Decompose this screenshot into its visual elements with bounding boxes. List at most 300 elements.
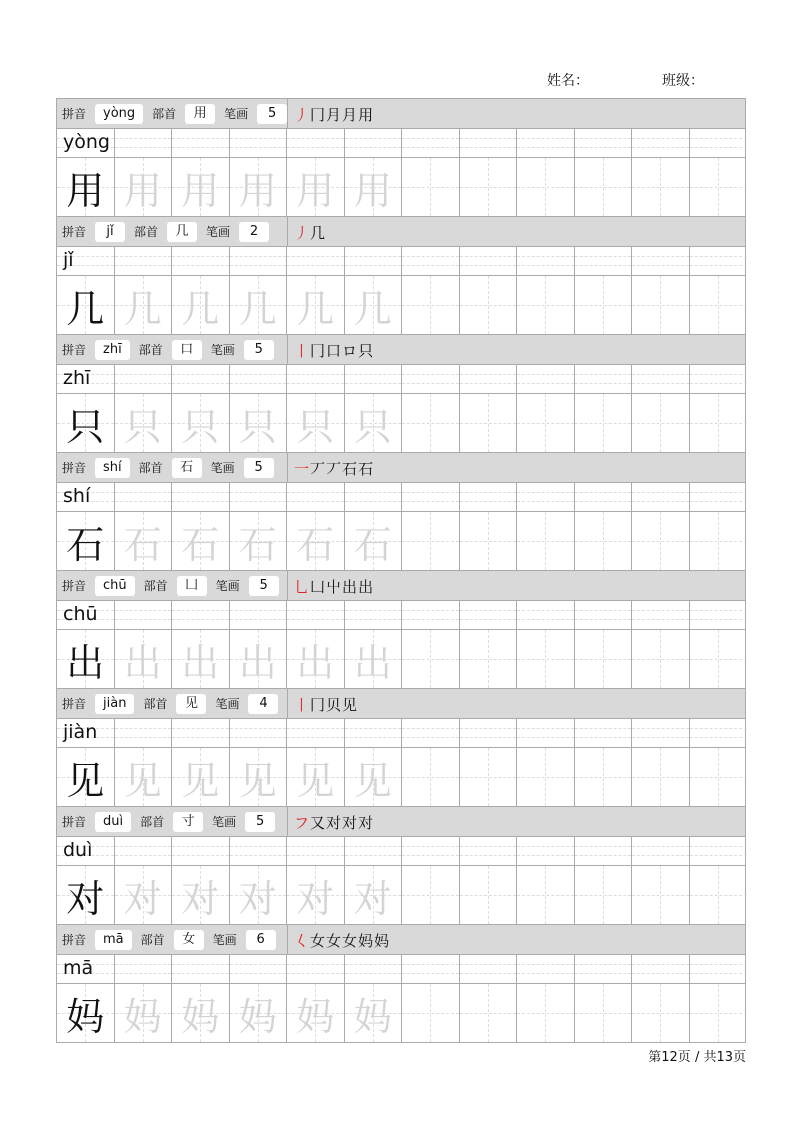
pinyin-cell[interactable]: [460, 483, 518, 511]
writing-cell[interactable]: [172, 394, 230, 452]
pinyin-cell[interactable]: [575, 837, 633, 865]
pinyin-cell[interactable]: [115, 247, 173, 275]
writing-cell[interactable]: [345, 512, 403, 570]
pinyin-cell[interactable]: [172, 129, 230, 157]
pinyin-label: 拼音: [62, 697, 87, 711]
pinyin-cell[interactable]: [172, 719, 230, 747]
writing-cell[interactable]: [632, 984, 690, 1042]
strokes-label: 笔画: [212, 815, 237, 829]
pinyin-cell[interactable]: [115, 719, 173, 747]
stroke-step: 丆: [310, 459, 326, 478]
pinyin-cell[interactable]: [632, 365, 690, 393]
pinyin-cell[interactable]: [517, 247, 575, 275]
writing-cell[interactable]: [57, 512, 115, 570]
pinyin-text: zhī: [63, 367, 91, 389]
character-row: [57, 276, 745, 335]
trace-character: 妈: [238, 994, 277, 1039]
stroke-step: 石: [358, 459, 374, 478]
writing-cell[interactable]: [460, 394, 518, 452]
pinyin-cell[interactable]: [575, 129, 633, 157]
pinyin-cell[interactable]: [517, 365, 575, 393]
writing-cell[interactable]: [345, 276, 403, 334]
trace-character: 只: [296, 404, 335, 449]
writing-cell[interactable]: [402, 394, 460, 452]
pinyin-text: shí: [63, 485, 91, 507]
pinyin-cell[interactable]: [575, 601, 633, 629]
pinyin-cell[interactable]: [57, 483, 115, 511]
stroke-step: 冂: [310, 341, 326, 360]
pinyin-cell[interactable]: [230, 719, 288, 747]
stroke-step: 妈: [374, 931, 390, 950]
radical-label: 部首: [143, 697, 168, 711]
pinyin-cell[interactable]: [632, 719, 690, 747]
pinyin-cell[interactable]: [345, 719, 403, 747]
pinyin-cell[interactable]: [575, 483, 633, 511]
pinyin-cell[interactable]: [287, 601, 345, 629]
pinyin-value: yòng: [95, 104, 143, 124]
trace-character: 出: [238, 640, 277, 685]
pinyin-cell[interactable]: [287, 129, 345, 157]
pinyin-cell[interactable]: [230, 483, 288, 511]
pinyin-cell[interactable]: [115, 955, 173, 983]
pinyin-cell[interactable]: [115, 483, 173, 511]
strokes-label: 笔画: [215, 579, 240, 593]
writing-cell[interactable]: [57, 276, 115, 334]
pinyin-cell[interactable]: [345, 955, 403, 983]
writing-cell[interactable]: [287, 630, 345, 688]
pinyin-cell[interactable]: [57, 365, 115, 393]
pinyin-cell[interactable]: [575, 955, 633, 983]
radical-label: 部首: [138, 343, 163, 357]
character-block: [57, 335, 745, 453]
stroke-step: 一: [294, 459, 310, 478]
stroke-step: 贝: [326, 695, 342, 714]
writing-cell[interactable]: [172, 512, 230, 570]
writing-cell[interactable]: [115, 866, 173, 924]
trace-character: 对: [123, 876, 162, 921]
writing-cell[interactable]: [690, 394, 748, 452]
pinyin-cell[interactable]: [460, 719, 518, 747]
writing-cell[interactable]: [57, 394, 115, 452]
writing-cell[interactable]: [287, 276, 345, 334]
pinyin-cell[interactable]: [287, 365, 345, 393]
writing-cell[interactable]: [402, 984, 460, 1042]
pinyin-cell[interactable]: [115, 365, 173, 393]
stroke-step: 出: [358, 577, 374, 596]
writing-cell[interactable]: [345, 866, 403, 924]
writing-cell[interactable]: [460, 158, 518, 216]
pinyin-cell[interactable]: [115, 601, 173, 629]
trace-character: 出: [296, 640, 335, 685]
stroke-step: 对: [342, 813, 358, 832]
writing-cell[interactable]: [172, 158, 230, 216]
model-character: 见: [66, 758, 105, 803]
info-bar: [57, 925, 745, 955]
pinyin-cell[interactable]: [345, 837, 403, 865]
pinyin-cell[interactable]: [57, 601, 115, 629]
writing-cell[interactable]: [287, 866, 345, 924]
trace-character: 见: [123, 758, 162, 803]
pinyin-row: [57, 719, 745, 748]
pinyin-cell[interactable]: [517, 955, 575, 983]
radical-label: 部首: [140, 933, 165, 947]
writing-cell[interactable]: [345, 748, 403, 806]
writing-cell[interactable]: [287, 748, 345, 806]
writing-cell[interactable]: [230, 394, 288, 452]
writing-cell[interactable]: [575, 512, 633, 570]
writing-cell[interactable]: [632, 394, 690, 452]
pinyin-cell[interactable]: [287, 483, 345, 511]
trace-character: 几: [238, 286, 277, 331]
pinyin-cell[interactable]: [345, 247, 403, 275]
stroke-step: 丆: [326, 459, 342, 478]
pinyin-cell[interactable]: [632, 837, 690, 865]
radical-value: 凵: [177, 576, 207, 596]
stroke-order: [287, 99, 374, 129]
pinyin-cell[interactable]: [402, 837, 460, 865]
writing-cell[interactable]: [172, 630, 230, 688]
writing-cell[interactable]: [345, 630, 403, 688]
stroke-step: 屮: [326, 577, 342, 596]
writing-cell[interactable]: [115, 630, 173, 688]
writing-cell[interactable]: [517, 158, 575, 216]
writing-cell[interactable]: [230, 158, 288, 216]
writing-cell[interactable]: [460, 630, 518, 688]
pinyin-cell[interactable]: [690, 601, 748, 629]
pinyin-cell[interactable]: [172, 601, 230, 629]
stroke-order: [287, 217, 326, 247]
stroke-step: 丨: [294, 341, 310, 360]
writing-cell[interactable]: [575, 394, 633, 452]
writing-cell[interactable]: [287, 158, 345, 216]
writing-cell[interactable]: [230, 748, 288, 806]
pinyin-cell[interactable]: [287, 955, 345, 983]
pinyin-cell[interactable]: [402, 483, 460, 511]
pinyin-value: shí: [95, 458, 130, 478]
pinyin-cell[interactable]: [575, 247, 633, 275]
pinyin-cell[interactable]: [402, 247, 460, 275]
stroke-count-value: 5: [244, 340, 274, 360]
writing-cell[interactable]: [632, 276, 690, 334]
pinyin-cell[interactable]: [287, 719, 345, 747]
pinyin-cell[interactable]: [172, 247, 230, 275]
writing-cell[interactable]: [690, 276, 748, 334]
pinyin-value: jiàn: [95, 694, 134, 714]
pinyin-label: 拼音: [62, 933, 87, 947]
pinyin-text: mā: [63, 957, 94, 979]
radical-value: 见: [176, 694, 206, 714]
writing-cell[interactable]: [690, 866, 748, 924]
writing-cell[interactable]: [287, 512, 345, 570]
radical-value: 口: [172, 340, 202, 360]
radical-value: 寸: [173, 812, 203, 832]
writing-cell[interactable]: [345, 394, 403, 452]
pinyin-cell[interactable]: [172, 365, 230, 393]
stroke-step: 出: [342, 577, 358, 596]
pinyin-cell[interactable]: [460, 365, 518, 393]
writing-cell[interactable]: [690, 984, 748, 1042]
writing-cell[interactable]: [230, 866, 288, 924]
pinyin-cell[interactable]: [115, 837, 173, 865]
writing-cell[interactable]: [402, 866, 460, 924]
pinyin-cell[interactable]: [402, 719, 460, 747]
pinyin-cell[interactable]: [517, 837, 575, 865]
practice-sheet: [56, 98, 746, 1043]
stroke-step: 又: [310, 813, 326, 832]
writing-cell[interactable]: [575, 276, 633, 334]
writing-cell[interactable]: [517, 276, 575, 334]
writing-cell[interactable]: [172, 748, 230, 806]
writing-cell[interactable]: [115, 748, 173, 806]
strokes-label: 笔画: [206, 225, 231, 239]
writing-cell[interactable]: [230, 630, 288, 688]
writing-cell[interactable]: [287, 984, 345, 1042]
pinyin-cell[interactable]: [172, 837, 230, 865]
radical-label: 部首: [152, 107, 177, 121]
writing-cell[interactable]: [575, 748, 633, 806]
stroke-step: 只: [358, 341, 374, 360]
pinyin-row: [57, 601, 745, 630]
pinyin-cell[interactable]: [345, 129, 403, 157]
pinyin-row: [57, 129, 745, 158]
pinyin-cell[interactable]: [345, 483, 403, 511]
writing-cell[interactable]: [57, 748, 115, 806]
pinyin-cell[interactable]: [230, 601, 288, 629]
stroke-step: 女: [310, 931, 326, 950]
pinyin-cell[interactable]: [287, 837, 345, 865]
writing-cell[interactable]: [460, 748, 518, 806]
writing-cell[interactable]: [57, 866, 115, 924]
trace-character: 出: [123, 640, 162, 685]
stroke-order: [287, 807, 374, 837]
trace-character: 石: [238, 522, 277, 567]
radical-label: 部首: [138, 461, 163, 475]
pinyin-cell[interactable]: [57, 719, 115, 747]
strokes-label: 笔画: [215, 697, 240, 711]
pinyin-cell[interactable]: [517, 601, 575, 629]
pinyin-value: mā: [95, 930, 132, 950]
writing-cell[interactable]: [517, 984, 575, 1042]
info-bar: [57, 807, 745, 837]
pinyin-cell[interactable]: [402, 601, 460, 629]
writing-cell[interactable]: [575, 866, 633, 924]
writing-cell[interactable]: [517, 512, 575, 570]
character-block: [57, 807, 745, 925]
stroke-step: 石: [342, 459, 358, 478]
pinyin-cell[interactable]: [460, 129, 518, 157]
writing-cell[interactable]: [115, 276, 173, 334]
character-row: [57, 866, 745, 925]
writing-cell[interactable]: [575, 630, 633, 688]
pinyin-cell[interactable]: [690, 365, 748, 393]
trace-character: 见: [296, 758, 335, 803]
pinyin-cell[interactable]: [632, 955, 690, 983]
stroke-step: 乚: [294, 577, 310, 596]
trace-character: 石: [181, 522, 220, 567]
trace-character: 几: [181, 286, 220, 331]
pinyin-cell[interactable]: [460, 247, 518, 275]
writing-cell[interactable]: [517, 748, 575, 806]
writing-cell[interactable]: [575, 984, 633, 1042]
stroke-order: [287, 571, 374, 601]
pinyin-cell[interactable]: [402, 365, 460, 393]
pinyin-value: jǐ: [95, 222, 125, 242]
pinyin-cell[interactable]: [345, 601, 403, 629]
writing-cell[interactable]: [632, 748, 690, 806]
info-bar: [57, 689, 745, 719]
trace-character: 用: [296, 168, 335, 213]
pinyin-cell[interactable]: [57, 247, 115, 275]
writing-cell[interactable]: [517, 394, 575, 452]
trace-character: 妈: [353, 994, 392, 1039]
stroke-step: 月: [326, 105, 342, 124]
stroke-count-value: 6: [246, 930, 276, 950]
pinyin-cell[interactable]: [690, 129, 748, 157]
writing-cell[interactable]: [632, 866, 690, 924]
pinyin-cell[interactable]: [632, 247, 690, 275]
writing-cell[interactable]: [115, 512, 173, 570]
writing-cell[interactable]: [517, 866, 575, 924]
pinyin-cell[interactable]: [690, 483, 748, 511]
trace-character: 石: [353, 522, 392, 567]
pinyin-cell[interactable]: [57, 129, 115, 157]
pinyin-cell[interactable]: [115, 129, 173, 157]
trace-character: 妈: [123, 994, 162, 1039]
pinyin-cell[interactable]: [57, 837, 115, 865]
stroke-step: 女: [326, 931, 342, 950]
pinyin-cell[interactable]: [57, 955, 115, 983]
stroke-step: 𡿨: [294, 931, 310, 950]
radical-value: 用: [185, 104, 215, 124]
writing-cell[interactable]: [402, 630, 460, 688]
stroke-step: 用: [358, 105, 374, 124]
writing-cell[interactable]: [402, 512, 460, 570]
pinyin-label: 拼音: [62, 225, 87, 239]
writing-cell[interactable]: [115, 158, 173, 216]
writing-cell[interactable]: [172, 276, 230, 334]
writing-cell[interactable]: [172, 984, 230, 1042]
pinyin-cell[interactable]: [230, 955, 288, 983]
pinyin-cell[interactable]: [460, 837, 518, 865]
stroke-step: 对: [326, 813, 342, 832]
writing-cell[interactable]: [632, 512, 690, 570]
radical-label: 部首: [134, 225, 159, 239]
writing-cell[interactable]: [460, 512, 518, 570]
model-character: 只: [66, 404, 105, 449]
writing-cell[interactable]: [345, 158, 403, 216]
writing-cell[interactable]: [345, 984, 403, 1042]
writing-cell[interactable]: [632, 158, 690, 216]
writing-cell[interactable]: [172, 866, 230, 924]
pinyin-cell[interactable]: [460, 601, 518, 629]
writing-cell[interactable]: [115, 394, 173, 452]
pinyin-row: [57, 483, 745, 512]
writing-cell[interactable]: [57, 158, 115, 216]
writing-cell[interactable]: [230, 984, 288, 1042]
trace-character: 用: [123, 168, 162, 213]
writing-cell[interactable]: [402, 748, 460, 806]
trace-character: 只: [123, 404, 162, 449]
stroke-order: [287, 925, 390, 955]
writing-cell[interactable]: [690, 158, 748, 216]
pinyin-cell[interactable]: [690, 247, 748, 275]
writing-cell[interactable]: [690, 748, 748, 806]
writing-cell[interactable]: [402, 276, 460, 334]
trace-character: 只: [238, 404, 277, 449]
character-row: [57, 630, 745, 689]
pinyin-cell[interactable]: [172, 483, 230, 511]
pinyin-row: [57, 837, 745, 866]
writing-cell[interactable]: [57, 984, 115, 1042]
model-character: 几: [66, 286, 105, 331]
pinyin-cell[interactable]: [517, 719, 575, 747]
writing-cell[interactable]: [632, 630, 690, 688]
trace-character: 用: [181, 168, 220, 213]
pinyin-cell[interactable]: [517, 129, 575, 157]
info-bar: [57, 335, 745, 365]
writing-cell[interactable]: [115, 984, 173, 1042]
pinyin-cell[interactable]: [230, 247, 288, 275]
pinyin-cell[interactable]: [632, 129, 690, 157]
strokes-label: 笔画: [212, 933, 237, 947]
info-bar: [57, 571, 745, 601]
writing-cell[interactable]: [517, 630, 575, 688]
stroke-step: フ: [294, 813, 310, 832]
pinyin-cell[interactable]: [345, 365, 403, 393]
pinyin-cell[interactable]: [517, 483, 575, 511]
trace-character: 几: [353, 286, 392, 331]
writing-cell[interactable]: [460, 866, 518, 924]
writing-cell[interactable]: [57, 630, 115, 688]
pinyin-cell[interactable]: [460, 955, 518, 983]
pinyin-cell[interactable]: [287, 247, 345, 275]
trace-character: 对: [296, 876, 335, 921]
stroke-step: ロ: [342, 341, 358, 360]
pinyin-cell[interactable]: [230, 129, 288, 157]
pinyin-cell[interactable]: [230, 837, 288, 865]
pinyin-cell[interactable]: [632, 483, 690, 511]
radical-label: 部首: [140, 815, 165, 829]
writing-cell[interactable]: [690, 512, 748, 570]
writing-cell[interactable]: [402, 158, 460, 216]
strokes-label: 笔画: [224, 107, 249, 121]
pinyin-cell[interactable]: [690, 955, 748, 983]
writing-cell[interactable]: [460, 984, 518, 1042]
pinyin-cell[interactable]: [690, 719, 748, 747]
pinyin-cell[interactable]: [575, 719, 633, 747]
pinyin-label: 拼音: [62, 343, 87, 357]
writing-cell[interactable]: [287, 394, 345, 452]
writing-cell[interactable]: [575, 158, 633, 216]
stroke-order: [287, 689, 358, 719]
trace-character: 几: [123, 286, 162, 331]
pinyin-text: duì: [63, 839, 93, 861]
pinyin-cell[interactable]: [402, 955, 460, 983]
pinyin-cell[interactable]: [575, 365, 633, 393]
writing-cell[interactable]: [230, 512, 288, 570]
character-row: [57, 984, 745, 1042]
pinyin-cell[interactable]: [230, 365, 288, 393]
pinyin-cell[interactable]: [172, 955, 230, 983]
pinyin-cell[interactable]: [632, 601, 690, 629]
pinyin-cell[interactable]: [690, 837, 748, 865]
pinyin-cell[interactable]: [402, 129, 460, 157]
writing-cell[interactable]: [230, 276, 288, 334]
trace-character: 对: [353, 876, 392, 921]
trace-character: 见: [181, 758, 220, 803]
writing-cell[interactable]: [690, 630, 748, 688]
writing-cell[interactable]: [460, 276, 518, 334]
